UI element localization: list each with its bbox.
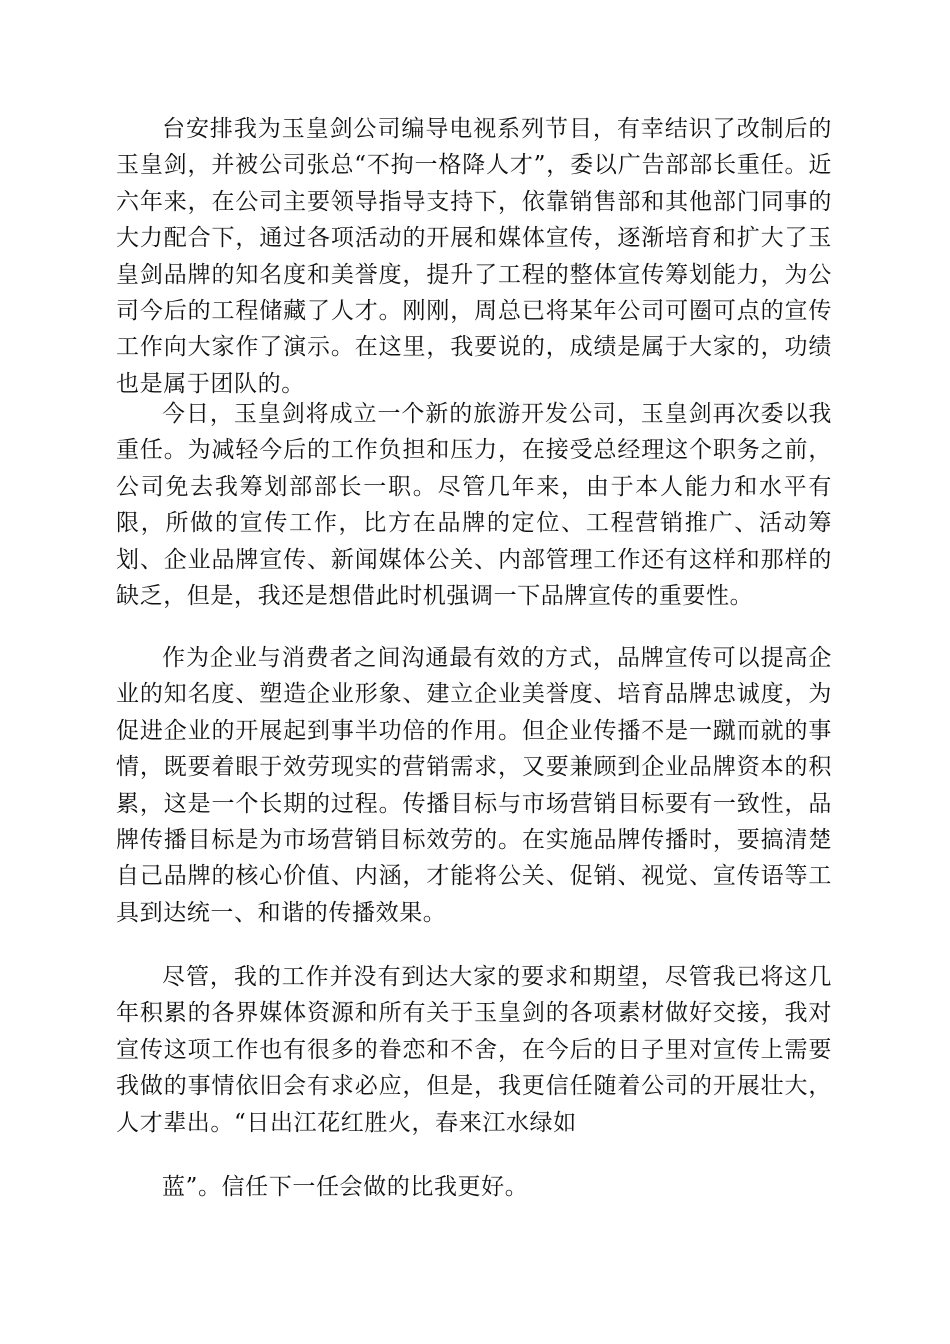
paragraph-2: 今日，玉皇剑将成立一个新的旅游开发公司，玉皇剑再次委以我重任。为减轻今后的工作负担和压力，在接受总经理这个职务之前，公司免去我筹划部部长一职。尽管几年来，由于本人能力和水平有限，所做的宣传工作，比方在品牌的定位、工程营销推广、活动筹划、企业品牌宣传、新闻媒体公关、内部管理工作还有这样和那样的缺乏，但是，我还是想借此时机强调一下品牌宣传的重要性。 [116,401,832,610]
paragraph-4: 尽管，我的工作并没有到达大家的要求和期望，尽管我已将这几年积累的各界媒体资源和所有关于玉皇剑的各项素材做好交接，我对宣传这项工作也有很多的眷恋和不舍，在今后的日子里对宣传上需要我做的事情依旧会有求必应，但是，我更信任随着公司的开展壮大，人才辈出。“日出江花红胜火，春来江水绿如 [116,964,832,1136]
paragraph-3: 作为企业与消费者之间沟通最有效的方式，品牌宣传可以提高企业的知名度、塑造企业形象、建立企业美誉度、培育品牌忠诚度，为促进企业的开展起到事半功倍的作用。但企业传播不是一蹴而就的事情，既要着眼于效劳现实的营销需求，又要兼顾到企业品牌资本的积累，这是一个长期的过程。传播目标与市场营销目标要有一致性，品牌传播目标是为市场营销目标效劳的。在实施品牌传播时，要搞清楚自己品牌的核心价值、内涵，才能将公关、促销、视觉、宣传语等工具到达统一、和谐的传播效果。 [116,645,832,926]
paragraph-5: 蓝”。信任下一任会做的比我更好。 [162,1174,529,1200]
paragraph-1: 台安排我为玉皇剑公司编导电视系列节目，有幸结识了改制后的玉皇剑，并被公司张总“不拘一格降人才”，委以广告部部长重任。近六年来，在公司主要领导指导支持下，依靠销售部和其他部门同事的大力配合下，通过各项活动的开展和媒体宣传，逐渐培育和扩大了玉皇剑品牌的知名度和美誉度，提升了工程的整体宣传筹划能力，为公司今后的工程储藏了人才。刚刚，周总已将某年公司可圈可点的宣传工作向大家作了演示。在这里，我要说的，成绩是属于大家的，功绩也是属于团队的。 [116,116,832,397]
